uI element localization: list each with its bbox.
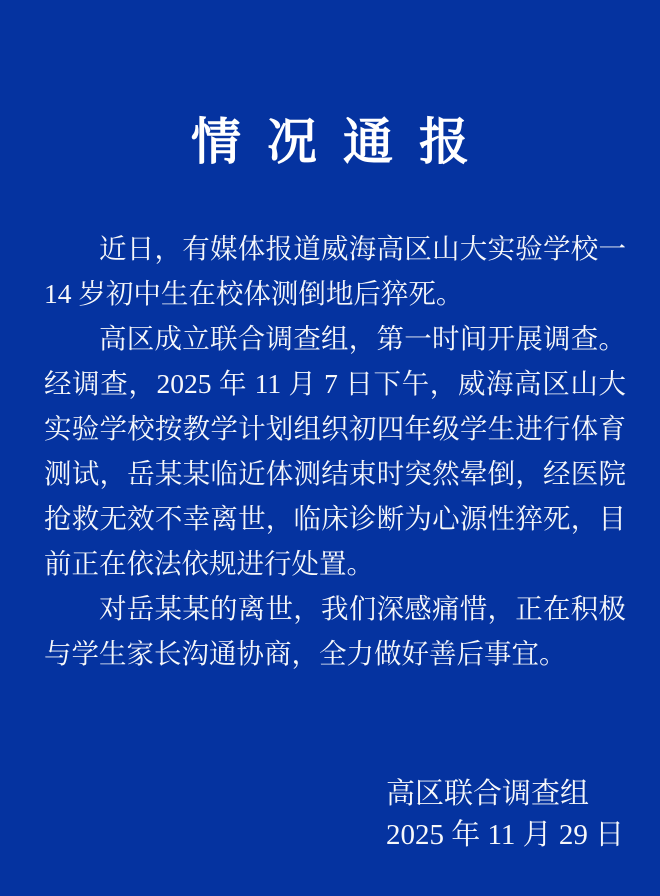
notice-body (44, 226, 626, 676)
notice-paragraph-3: 对岳某某的离世，我们深感痛惜，正在积极与学生家长沟通协商，全力做好善后事宜。 (44, 593, 626, 669)
signature-block (0, 774, 660, 856)
notice-paragraph-2: 高区成立联合调查组，第一时间开展调查。经调查，2025 年 11 月 7 日下午，威海高区山大实验学校按教学计划组织初四年级学生进行体育测试，岳某某临近体测结束时突然晕倒，经医院抢救无效不幸离世，临床诊断为心源性猝死，目前正在依法依规进行处置。 (44, 323, 626, 579)
signature-date: 2025 年 11 月 29 日 (386, 819, 625, 851)
page-title: 情况通报 (191, 114, 495, 170)
notice-paragraph-1: 近日，有媒体报道威海高区山大实验学校一 14 岁初中生在校体测倒地后猝死。 (44, 233, 626, 309)
signature-author: 高区联合调查组 (386, 778, 590, 810)
